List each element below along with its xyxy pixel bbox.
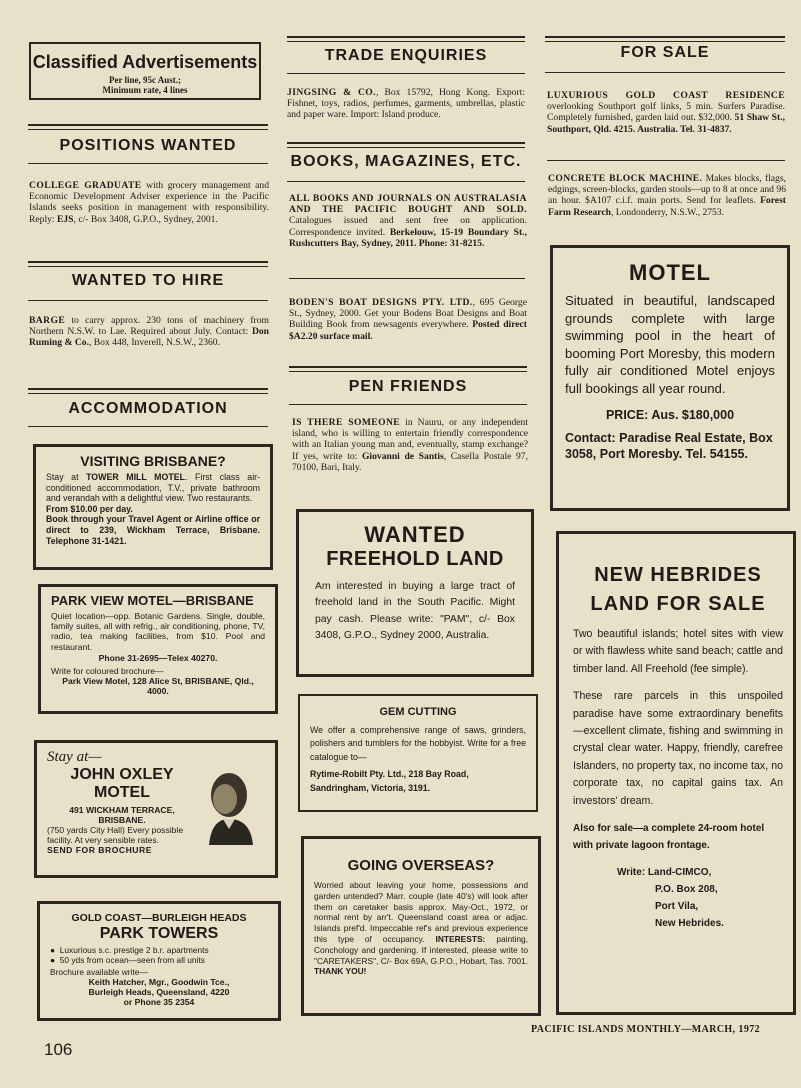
- divider: [287, 142, 525, 148]
- divider: [545, 72, 785, 73]
- bullet-text: Luxurious s.c. prestige 2 b.r. apartments: [59, 945, 209, 955]
- ad-price: From $10.00 per day.: [46, 503, 133, 514]
- ad-body: with grocery management and Economic Development Adviser experience in the Pacific Islands seeks position in management with responsibility. Reply:: [29, 180, 270, 225]
- divider: [28, 163, 268, 164]
- motel-name: TOWER MILL MOTEL: [86, 472, 185, 482]
- wanted-freehold-land-ad: [296, 509, 534, 677]
- ad-brochure: Brochure available write—: [50, 967, 148, 977]
- divider: [287, 36, 525, 42]
- ad-address: Rytime-Robilt Pty. Ltd., 218 Bay Road, Sandringham, Victoria, 3191.: [310, 769, 469, 793]
- ad-lead: ALL BOOKS AND JOURNALS ON AUSTRALASIA AND THE PACIFIC BOUGHT AND SOLD.: [289, 193, 527, 216]
- ad-body: Catalogues issued and sent free on application. Correspondence invited.: [289, 215, 527, 238]
- ad-title: PARK VIEW MOTEL—BRISBANE: [51, 593, 254, 608]
- divider: [289, 366, 527, 372]
- ad-lead: IS THERE SOMEONE: [292, 417, 401, 428]
- bullet-icon: ●: [50, 945, 60, 955]
- ad-paragraph-1: Two beautiful islands; hotel sites with view or with flawless white sand beach; cattle and timber land. All Freehold (fee simple).: [573, 628, 783, 675]
- ad-name-2: MOTEL: [94, 784, 150, 801]
- ad-tail: , c/- Box 3408, G.P.O., Sydney, 2001.: [73, 213, 218, 225]
- ad-text: Worried about leaving your home, possessions and garden untended? Marr. couple (late 40's) will look after them on caretaker basis approx. May-Oct., 1972, or normal rent by arr't. Queensland coast area or adjac. Islands pref'd. Impeccable ref's and previous experience this type of occupancy.: [314, 880, 528, 944]
- ad-reply: EJS: [56, 213, 74, 225]
- ad-title: GOING OVERSEAS?: [347, 857, 495, 874]
- ad-text: Stay at: [46, 472, 87, 482]
- positions-wanted-heading: POSITIONS WANTED: [59, 137, 237, 154]
- ad-address: Berkelouw, 15-19 Boundary St., Rushcutters Bay, Sydney, 2011. Phone: 31-8215.: [289, 226, 527, 249]
- ad-title-2: FREEHOLD LAND: [326, 548, 504, 570]
- ad-thanks: THANK YOU!: [314, 966, 367, 977]
- bullet-icon: ●: [50, 955, 60, 965]
- ad-contact: Don Ruming & Co.: [29, 326, 269, 349]
- masthead-footer: PACIFIC ISLANDS MONTHLY—MARCH, 1972: [531, 1024, 761, 1035]
- pen-friends-ad: [292, 417, 528, 473]
- divider: [28, 300, 268, 301]
- write-line: P.O. Box 208,: [655, 884, 718, 896]
- ad-body: (750 yards City Hall) Every possible facility. At very sensible rates.: [47, 825, 184, 845]
- portrait-illustration: [197, 765, 263, 845]
- ad-body: Situated in beautiful, landscaped grounds complete with large swimming pool in the heart of booming Port Moresby, this modern fully air conditioned Motel enjoys full bookings all year round.: [565, 293, 775, 396]
- pen-friends-heading: PEN FRIENDS: [348, 378, 468, 395]
- divider: [28, 388, 268, 394]
- accommodation-heading: ACCOMMODATION: [68, 400, 228, 417]
- ad-body: Quiet location—opp. Botanic Gardens. Single, double, family suites, all with refrig., air conditioning, phone, TV, radio, tea making facilities, from $10. Pool and restaurant.: [51, 611, 265, 652]
- classified-title: Classified Advertisements: [32, 52, 258, 72]
- ad-address: Park View Motel, 128 Alice St, BRISBANE, Qld., 4000.: [62, 675, 254, 696]
- divider: [289, 404, 527, 405]
- books-heading: BOOKS, MAGAZINES, ETC.: [290, 153, 522, 170]
- ad-tail: , Box 448, Inverell, N.S.W., 2360.: [88, 337, 220, 349]
- ad-booking: Book through your Travel Agent or Airline office or direct to 239, Wickham Terrace, Brisbane. Telephone 31-1421.: [46, 514, 260, 546]
- divider: [289, 278, 525, 279]
- divider: [287, 181, 525, 182]
- ad-title-1: WANTED: [364, 522, 466, 547]
- divider: [547, 160, 785, 161]
- classified-rate-line1: Per line, 95c Aust.;: [108, 75, 182, 85]
- ad-title: GEM CUTTING: [379, 706, 457, 718]
- ad-write: [617, 864, 783, 932]
- ad-body: Makes blocks, flags, edgings, screen-blocks, garden stools—up to 8 at once and 96 an hour. $A107 c.i.f. main ports. Send for leaflets.: [548, 173, 786, 207]
- divider: [28, 426, 268, 427]
- ad-lead: BARGE: [29, 315, 66, 326]
- ad-text: painting, Conchology and gardening. If interested, please write to "CARETAKERS", C/- Box 69A, G.P.O., Hobart, Tas. 7001.: [314, 933, 529, 966]
- write-line: Write: Land-CIMCO,: [617, 867, 712, 879]
- ad-paragraph-2: These rare parcels in this unspoiled paradise have some extraordinary benefits—excellent climate, fishing and swimming in crystal clear water. Happy, friendly, carefree Islanders, no property tax, no income tax, no corporate tax, no capital gains tax. An investors' dream.: [573, 690, 783, 807]
- ad-also: Also for sale—a complete 24-room hotel with private lagoon frontage.: [573, 823, 765, 852]
- ad-text: . First class air-conditioned accommodation, T.V., private bathroom and verandah with a delightful view. Two restaurants.: [46, 472, 261, 504]
- ad-contact-1: Keith Hatcher, Mgr., Goodwin Tce.,: [88, 977, 230, 987]
- bullet-text: 50 yds from ocean—seen from all units: [59, 955, 205, 965]
- ad-title-2: LAND FOR SALE: [590, 593, 766, 615]
- trade-enquiries-heading: TRADE ENQUIRIES: [324, 47, 488, 64]
- ad-name: Giovanni de Santis: [361, 450, 444, 462]
- classified-header-box: [29, 42, 261, 100]
- ad-body: overlooking Southport golf links, 5 min. Surfers Paradise. Completely furnished, garden laid out. $32,000.: [547, 101, 785, 124]
- ad-body: , 695 George St., Sydney, 2000. Get your Bodens Boat Designs and Boat Building Book from newsagents everywhere.: [289, 297, 527, 331]
- wanted-to-hire-heading: WANTED TO HIRE: [71, 272, 225, 289]
- john-oxley-motel-ad: [34, 740, 278, 878]
- divider: [28, 261, 268, 267]
- books-ad-2: [289, 297, 527, 342]
- ad-lead: CONCRETE BLOCK MACHINE.: [548, 173, 703, 184]
- ad-send: SEND FOR BROCHURE: [47, 845, 152, 855]
- ad-body: in Nauru, or any independent island, who is willing to entertain friendly correspondence with an Italian young man and, eventually, stamp exchange? If yes, write to:: [292, 417, 528, 462]
- ad-phone: Phone 31-2695—Telex 40270.: [98, 652, 218, 663]
- gold-coast-residence-ad: [547, 90, 785, 135]
- page-number: 106: [44, 1040, 73, 1059]
- motel-ad: [550, 245, 790, 511]
- ad-body: to carry approx. 230 tons of machinery from Northern N.S.W. to Lae. Required about July. Contact:: [29, 315, 269, 338]
- divider: [287, 73, 525, 74]
- ad-body: [314, 880, 528, 977]
- park-view-motel-ad: [38, 584, 278, 714]
- ad-lead: JINGSING & CO.: [287, 87, 376, 98]
- ad-body: Am interested in buying a large tract of freehold land in the South Pacific. Might pay cash. Please write: "PAM", c/- Box 3408, G.P.O., Sydney 2000, Australia.: [315, 581, 515, 642]
- ad-title: VISITING BRISBANE?: [80, 453, 226, 469]
- ad-title: MOTEL: [629, 260, 711, 285]
- ad-price: PRICE: Aus. $180,000: [605, 407, 735, 422]
- ad-bullet-2: [50, 955, 268, 965]
- ad-title-1: NEW HEBRIDES: [594, 564, 762, 586]
- ad-contact-3: or Phone 35 2354: [123, 997, 195, 1007]
- ad-name-1: JOHN OXLEY: [70, 766, 174, 783]
- write-line: Port Vila,: [655, 901, 699, 913]
- ad-lead: COLLEGE GRADUATE: [29, 180, 142, 191]
- ad-write: Write for coloured brochure—: [51, 665, 164, 676]
- ad-body: , Box 15792, Hong Kong. Export: Fishnet, toys, radios, perfumes, garments, umbrellas, plastic and paper ware. Import: Island produce.: [287, 87, 525, 121]
- trade-enquiries-ad: [287, 87, 525, 121]
- ad-body: We offer a comprehensive range of saws, grinders, polishers and tumblers for the hobbyist. Write for a free catalogue to—: [310, 725, 526, 762]
- for-sale-heading: FOR SALE: [620, 44, 710, 61]
- divider: [28, 124, 268, 130]
- ad-address: Forest Farm Research: [548, 195, 786, 218]
- ad-address: 51 Shaw St., Southport, Qld. 4215. Australia. Tel. 31-4837.: [547, 112, 785, 135]
- positions-wanted-ad: [29, 180, 269, 225]
- ad-posted: Posted direct $A2.20 surface mail.: [289, 319, 527, 342]
- books-ad-1: [289, 193, 527, 249]
- classified-rate-line2: Minimum rate, 4 lines: [102, 85, 188, 95]
- ad-stay: Stay at—: [47, 749, 102, 765]
- ad-contact: Contact: Paradise Real Estate, Box 3058, Port Moresby. Tel. 54155.: [565, 430, 773, 462]
- write-line: New Hebrides.: [655, 918, 724, 930]
- ad-tail: , Casella Postale 97, 70100, Bari, Italy.: [292, 450, 528, 473]
- ad-lead: BODEN'S BOAT DESIGNS PTY. LTD.: [289, 297, 473, 308]
- ad-top: GOLD COAST—BURLEIGH HEADS: [71, 912, 247, 924]
- ad-address-2: BRISBANE.: [98, 815, 146, 825]
- ad-title: PARK TOWERS: [99, 925, 219, 942]
- divider: [545, 36, 785, 42]
- going-overseas-ad: [301, 836, 541, 1016]
- ad-lead: LUXURIOUS GOLD COAST RESIDENCE: [547, 90, 785, 101]
- wanted-to-hire-ad: [29, 315, 269, 349]
- ad-body: [46, 472, 260, 546]
- visiting-brisbane-ad: [33, 444, 273, 570]
- ad-address-1: 491 WICKHAM TERRACE,: [69, 805, 175, 815]
- concrete-block-ad: [548, 173, 786, 218]
- gem-cutting-ad: [298, 694, 538, 812]
- park-towers-ad: [37, 901, 281, 1021]
- ad-interests: INTERESTS:: [435, 933, 486, 944]
- ad-bullet-1: [50, 945, 268, 955]
- ad-contact-2: Burleigh Heads, Queensland, 4220: [88, 987, 230, 997]
- ad-tail: , Londonderry, N.S.W., 2753.: [610, 206, 725, 218]
- new-hebrides-ad: [556, 531, 796, 1015]
